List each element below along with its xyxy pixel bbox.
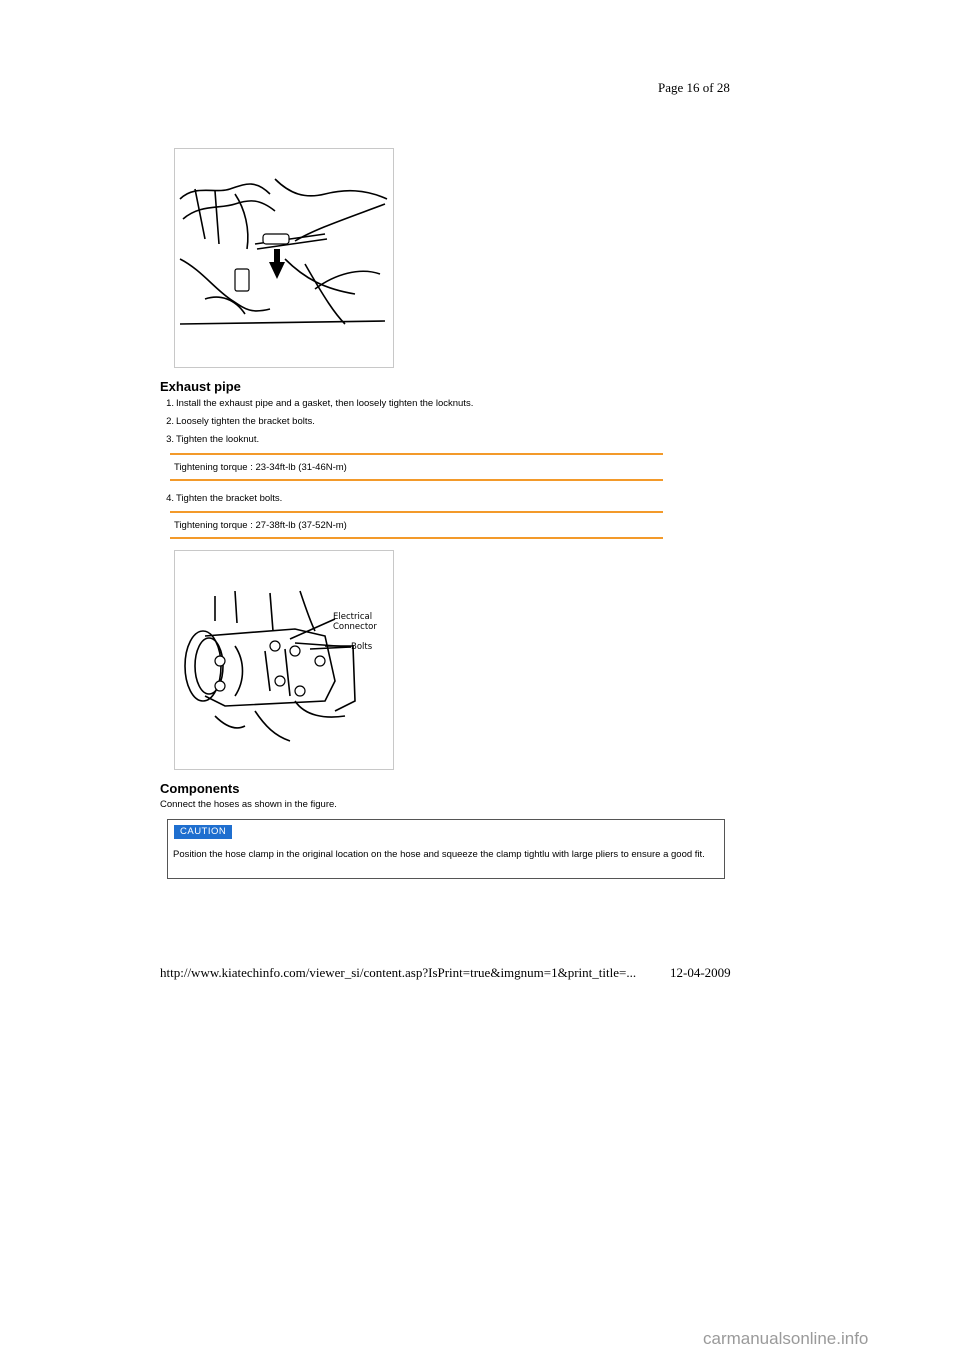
components-description: Connect the hoses as shown in the figure. [160,799,337,810]
step-number: 3. [166,434,174,445]
footer-date: 12-04-2009 [670,965,731,980]
caution-box [167,819,725,879]
step-4 [160,493,282,504]
caution-badge: CAUTION [174,825,232,839]
spec-divider [170,537,663,539]
torque-spec-box [170,453,663,481]
components-title: Components [160,781,240,796]
step-text: Tighten the bracket bolts. [176,493,283,504]
compressor-drawing [175,551,393,769]
spec-divider [170,511,663,513]
electrical-connector-label: Electrical [333,612,373,622]
step-number: 2. [166,416,174,427]
exhaust-pipe-title: Exhaust pipe [160,379,241,394]
step-text: Install the exhaust pipe and a gasket, then loosely tighten the locknuts. [176,398,474,409]
site-watermark: carmanualsonline.info [703,1329,869,1348]
step-text: Tighten the looknut. [176,434,260,445]
exhaust-pipe-drawing [175,149,393,367]
step-3 [160,434,259,445]
compressor-figure [174,550,394,770]
electrical-connector-label-2: Connector [333,622,377,632]
torque-spec-text: Tightening torque : 23-34ft-lb (31-46N-m) [174,462,347,473]
spec-divider [170,453,663,455]
page-number: Page 16 of 28 [658,80,730,95]
exhaust-pipe-figure [174,148,394,368]
step-text: Loosely tighten the bracket bolts. [176,416,315,427]
torque-spec-text: Tightening torque : 27-38ft-lb (37-52N-m) [174,520,347,531]
spec-divider [170,479,663,481]
step-2 [160,416,315,427]
caution-text: Position the hose clamp in the original location on the hose and squeeze the clamp tightlu with large pliers to ensure a good fit. [173,849,705,860]
torque-spec-box [170,511,663,539]
bolts-label: Bolts [351,642,373,652]
step-number: 4. [166,493,174,504]
step-number: 1. [166,398,174,409]
footer-url: http://www.kiatechinfo.com/viewer_si/content.asp?IsPrint=true&imgnum=1&print_title=... [160,965,637,980]
step-1 [160,398,473,409]
